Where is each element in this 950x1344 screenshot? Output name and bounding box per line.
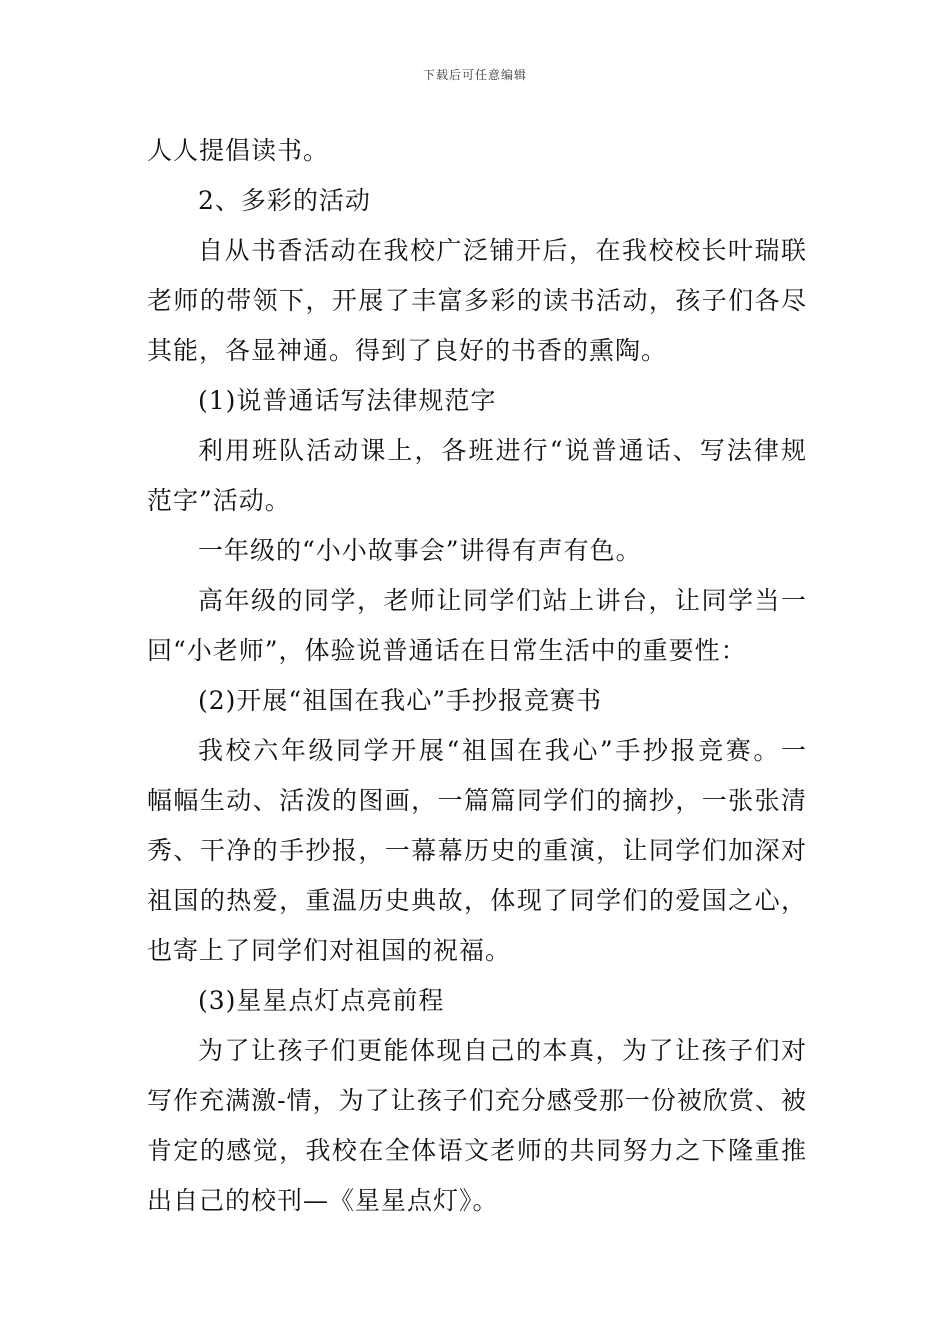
text-line: 写作充满激-情，为了让孩子们充分感受那一份被欣赏、被 (147, 1086, 807, 1115)
text-line: 范字”活动。 (147, 486, 291, 515)
text-line: 利用班队活动课上，各班进行“说普通话、写法律规 (198, 436, 807, 465)
text-line: 人人提倡读书。 (147, 136, 330, 165)
subsection-heading: (3)星星点灯点亮前程 (198, 986, 445, 1015)
text-line: 其能，各显神通。得到了良好的书香的熏陶。 (147, 336, 668, 365)
page-header: 下载后可任意编辑 (422, 68, 527, 82)
text-line: 祖国的热爱，重温历史典故，体现了同学们的爱国之心， (147, 886, 807, 915)
section-heading: 2、多彩的活动 (198, 186, 371, 215)
text-line: 肯定的感觉，我校在全体语文老师的共同努力之下隆重推 (147, 1136, 807, 1165)
text-line: 自从书香活动在我校广泛铺开后，在我校校长叶瑞联 (198, 236, 807, 265)
text-line: 秀、干净的手抄报，一幕幕历史的重演，让同学们加深对 (147, 836, 807, 865)
text-line: 老师的带领下，开展了丰富多彩的读书活动，孩子们各尽 (147, 286, 807, 315)
text-line: 一年级的“小小故事会”讲得有声有色。 (198, 536, 642, 565)
text-line: 幅幅生动、活泼的图画，一篇篇同学们的摘抄，一张张清 (147, 786, 807, 815)
text-line: 高年级的同学，老师让同学们站上讲台，让同学当一 (198, 586, 807, 615)
document-body (147, 126, 807, 1226)
text-line: 出自己的校刊—《星星点灯》。 (147, 1186, 499, 1215)
subsection-heading: (1)说普通话写法律规范字 (198, 386, 497, 415)
text-line: 回“小老师”，体验说普通话在日常生活中的重要性： (147, 636, 747, 665)
subsection-heading: (2)开展“祖国在我心”手抄报竞赛书 (198, 686, 602, 715)
text-line: 也寄上了同学们对祖国的祝福。 (147, 936, 512, 965)
text-line: 为了让孩子们更能体现自己的本真，为了让孩子们对 (198, 1036, 807, 1065)
text-line: 我校六年级同学开展“祖国在我心”手抄报竞赛。一 (198, 736, 807, 765)
